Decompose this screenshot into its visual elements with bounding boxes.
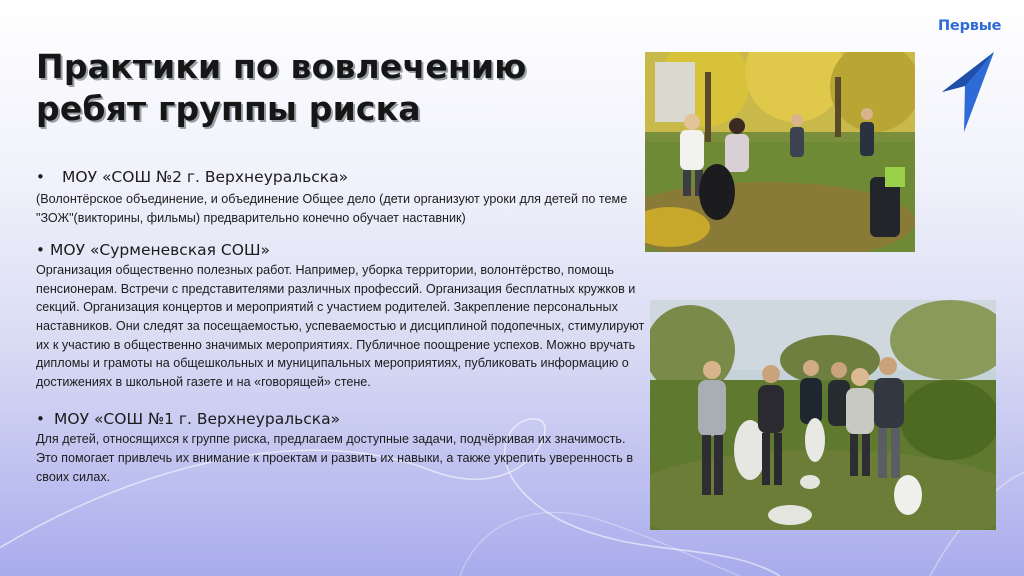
section-body: Для детей, относящихся к группе риска, предлагаем доступные задачи, подчёркивая их значимость. Это помогает привлечь их внимание к проектам и развить их навыки, а также укрепить уверенность в своих силах. bbox=[36, 432, 634, 484]
section-heading-text: МОУ «СОШ №1 г. Верхнеуральска» bbox=[54, 410, 341, 429]
logo-text: Первые bbox=[938, 18, 1002, 34]
title-line-1: Практики по вовлечению bbox=[36, 47, 527, 86]
section-body: Организация общественно полезных работ. Например, уборка территории, волонтёрство, помощь пенсионерам. Встречи с представителями различных профессий. Организация бесплатных кружков и секций. Организация концертов и мероприятий с участием родителей. Закрепление персональных наставников. Они следят за посещаемостью, успеваемостью и дисциплиной подопечных, стимулируют их к участию в общественно значимых мероприятиях. Публичное поощрение успехов. Можно вручать дипломы и грамоты на общешкольных и муниципальных мероприятиях, публиковать информацию о достижениях в школьной газете и на «говорящей» стене. bbox=[36, 263, 645, 389]
content-column bbox=[36, 166, 646, 486]
section-heading-text: МОУ «СОШ №2 г. Верхнеуральска» bbox=[62, 168, 349, 186]
bullet-mark: • bbox=[36, 241, 45, 260]
section-heading bbox=[36, 166, 646, 188]
logo bbox=[930, 14, 1010, 134]
section-heading bbox=[36, 239, 646, 261]
section-school-1 bbox=[36, 408, 646, 486]
section-surmenevskaya bbox=[36, 239, 646, 391]
bullet-mark: • bbox=[36, 168, 45, 186]
photo-volunteer-cleanup bbox=[645, 52, 915, 252]
section-heading-text: МОУ «Сурменевская СОШ» bbox=[50, 241, 271, 260]
page-title bbox=[36, 46, 596, 130]
bullet-mark: • bbox=[36, 410, 45, 429]
title-line-2: ребят группы риска bbox=[36, 89, 421, 128]
logo-mark-icon bbox=[930, 14, 1010, 134]
section-body: (Волонтёрское объединение, и объединение Общее дело (дети организуют уроки для детей по теме "ЗОЖ"(викторины, фильмы) предварительно конечно обучает наставник) bbox=[36, 192, 628, 225]
photo-group-outdoors bbox=[650, 300, 996, 530]
section-school-2 bbox=[36, 166, 646, 227]
section-heading bbox=[36, 408, 646, 430]
